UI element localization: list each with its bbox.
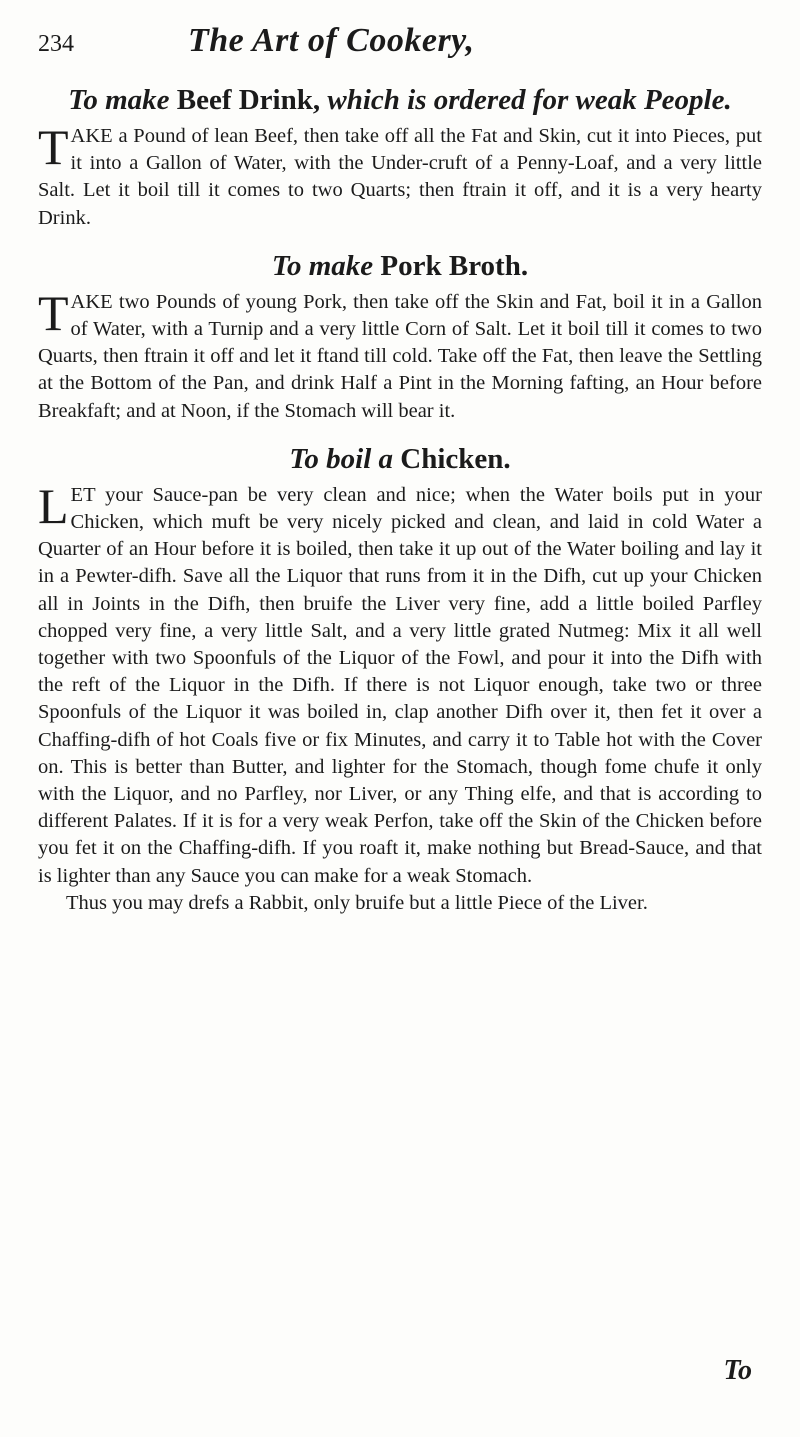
recipe-boil-chicken <box>38 441 762 917</box>
recipe-text: Thus you may drefs a Rabbit, only bruife but a little Piece of the Liver. <box>66 891 648 914</box>
catchword: To <box>723 1355 752 1386</box>
drop-cap: T <box>38 284 69 341</box>
recipe-title <box>38 248 762 285</box>
recipe-title-part: which is ordered for weak People. <box>327 84 732 116</box>
page-number: 234 <box>38 31 74 57</box>
recipe-text: AKE a Pound of lean Beef, then take off all the Fat and Skin, cut it into Pieces, put it into a Gallon of Water, with the Under-cruft of a Penny-Loaf, and a very little Salt. Let it boil till it comes to two Quarts; then ftrain it off, and it is a very hearty Drink. <box>38 125 762 229</box>
recipe-pork-broth <box>38 248 762 425</box>
drop-cap: T <box>38 119 69 175</box>
recipe-body <box>38 284 762 425</box>
recipe-text: ET your Sauce-pan be very clean and nice; when the Water boils put in your Chicken, which muft be very nicely picked and clean, and laid in cold Water a Quarter of an Hour before it is boiled, then take it up out of the Water boiling and lay it in a Pewter-difh. Save all the Liquor that runs from it in the Difh, cut up your Chicken all in Joints in the Difh, then bruife the Liver very fine, add a little boiled Parfley chopped very fine, a very little Salt, and a very little grated Nutmeg: Mix it all well together with two Spoonfuls of the Liquor of the Fowl, and pour it into the Difh with the reft of the Liquor in the Difh. If there is not Liquor enough, take two or three Spoonfuls of the Liquor it was boiled in, clap another Difh over it, then fet it over a Chaffing-difh of hot Coals five or fix Minutes, and carry it to Table hot with the Cover on. This is better than Butter, and lighter for the Stomach, though fome chufe it only with the Liquor, and no Parfley, nor Liver, or any Thing elfe, and that is according to different Palates. If it is for a very weak Perfon, take off the Skin of the Chicken before you fet it on the Chaffing-difh. If you roaft it, make nothing but Bread-Sauce, and that is lighter than any Sauce you can make for a weak Stomach. <box>38 483 762 887</box>
recipe-title <box>38 82 762 119</box>
recipe-title <box>38 441 762 478</box>
book-page <box>38 22 762 933</box>
recipe-title-part: Chicken. <box>393 442 511 475</box>
recipe-body <box>38 119 762 232</box>
running-head <box>38 22 762 82</box>
recipe-body-paragraph <box>38 890 762 917</box>
recipe-title-part: Pork Broth. <box>373 249 529 282</box>
recipe-title-part: Beef Drink, <box>169 84 328 116</box>
recipe-text: AKE two Pounds of young Pork, then take off the Skin and Fat, boil it in a Gallon of Water, with a Turnip and a very little Corn of Salt. Let it boil till it comes to two Quarts, then ftrain it off and let it ftand till cold. Take off the Fat, then leave the Settling at the Bottom of the Pan, and drink Half a Pint in the Morning fafting, an Hour before Breakfaft; and at Noon, if the Stomach will bear it. <box>38 290 762 422</box>
recipe-title-part: To make <box>271 249 374 282</box>
recipe-body <box>38 477 762 890</box>
book-title: The Art of Cookery, <box>188 22 475 59</box>
recipe-title-part: To boil a <box>289 442 394 475</box>
recipe-beef-drink <box>38 82 762 232</box>
recipe-title-part: To make <box>68 84 170 116</box>
drop-cap: L <box>38 477 69 534</box>
